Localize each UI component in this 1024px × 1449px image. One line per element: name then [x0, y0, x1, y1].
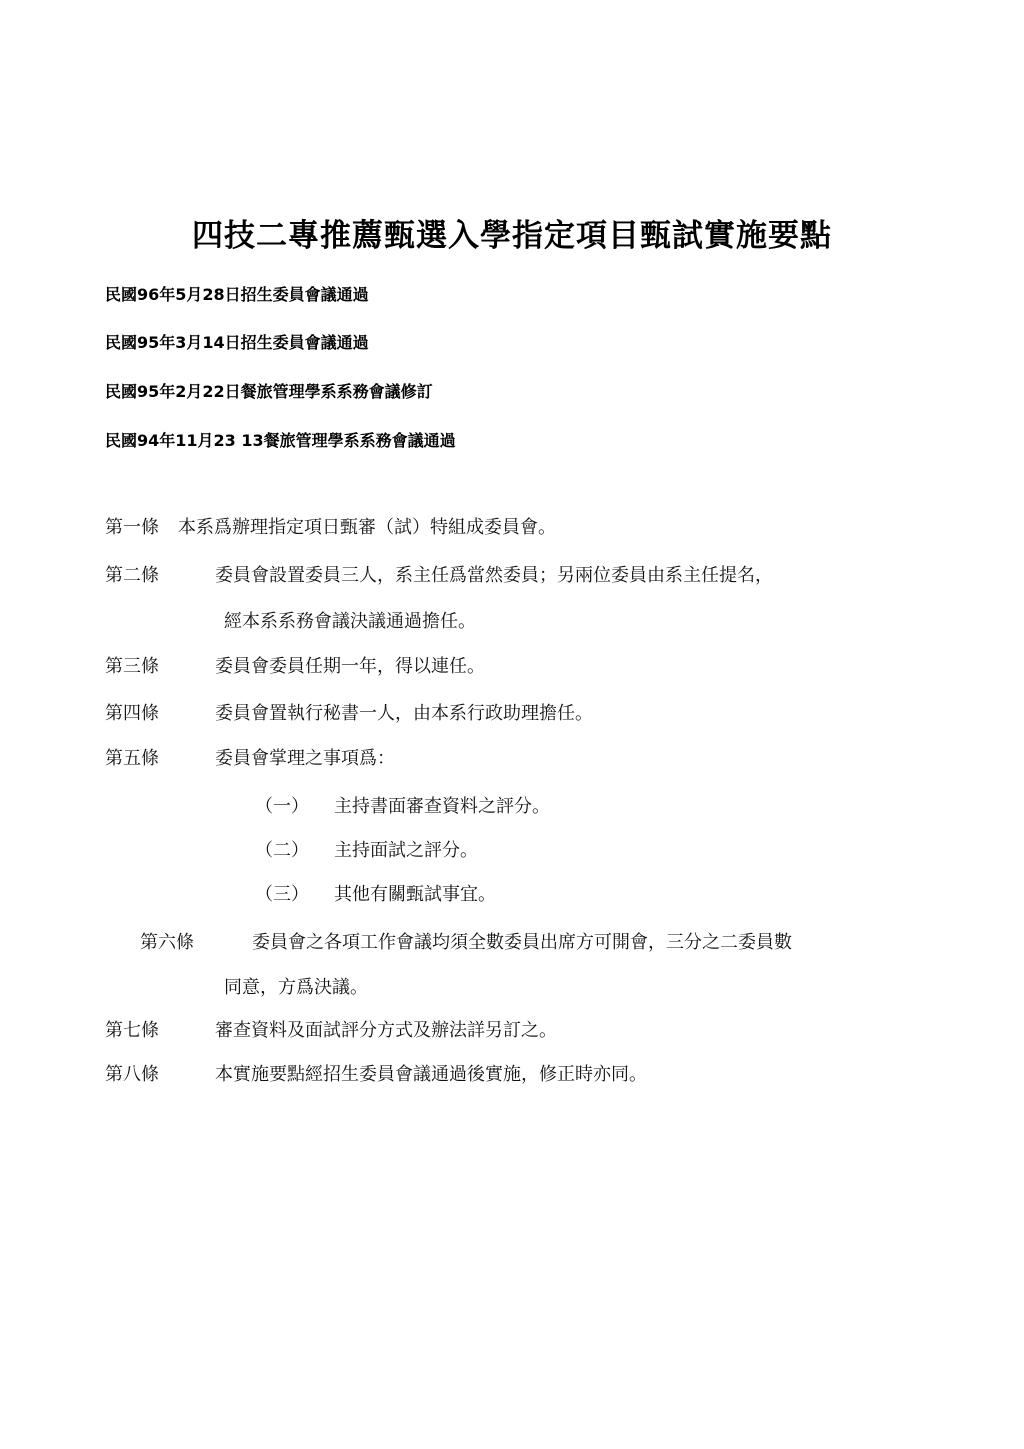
article-7-number: 第七條: [105, 1020, 159, 1041]
article-5-item-label: （二）: [255, 840, 309, 861]
article-5-text: 委員會掌理之事項爲：: [215, 748, 395, 769]
history-line: 民國96年5月28日招生委員會議通過: [105, 285, 369, 304]
article-8-text: 本實施要點經招生委員會議通過後實施，修正時亦同。: [215, 1064, 647, 1085]
article-5-item-text: 主持面試之評分。: [334, 840, 478, 861]
history-line: 民國94年11月23 13餐旅管理學系系務會議通過: [105, 431, 456, 450]
article-6-continuation: 同意，方爲決議。: [224, 977, 368, 998]
article-1-number: 第一條: [105, 517, 159, 538]
article-4-number: 第四條: [105, 703, 159, 724]
article-5-item-label: （一）: [255, 796, 309, 817]
history-line: 民國95年3月14日招生委員會議通過: [105, 333, 369, 352]
article-3-number: 第三條: [105, 656, 159, 677]
article-5-item-label: （三）: [255, 884, 309, 905]
article-5-item-text: 主持書面審查資料之評分。: [334, 796, 550, 817]
article-6-number: 第六條: [140, 932, 194, 953]
article-5-item-text: 其他有關甄試事宜。: [334, 884, 496, 905]
article-5-number: 第五條: [105, 748, 159, 769]
article-2-number: 第二條: [105, 565, 159, 586]
article-1-text: 本系爲辦理指定項日甄審（試）特組成委員會。: [178, 517, 556, 538]
article-8-number: 第八條: [105, 1064, 159, 1085]
article-2-continuation: 經本系系務會議決議通過擔任。: [224, 611, 476, 632]
article-7-text: 審查資料及面試評分方式及辦法詳另訂之。: [215, 1020, 557, 1041]
article-4-text: 委員會置執行秘書一人，由本系行政助理擔任。: [215, 703, 593, 724]
article-6-text: 委員會之各項工作會議均須全數委員出席方可開會，三分之二委員數: [252, 932, 792, 953]
article-2-text: 委員會設置委員三人，系主任爲當然委員；另兩位委員由系主任提名，: [215, 565, 773, 586]
article-3-text: 委員會委員任期一年，得以連任。: [215, 656, 485, 677]
history-line: 民國95年2月22日餐旅管理學系系務會議修訂: [105, 382, 433, 401]
document-title: 四技二專推薦甄選入學指定項目甄試實施要點: [192, 218, 832, 254]
